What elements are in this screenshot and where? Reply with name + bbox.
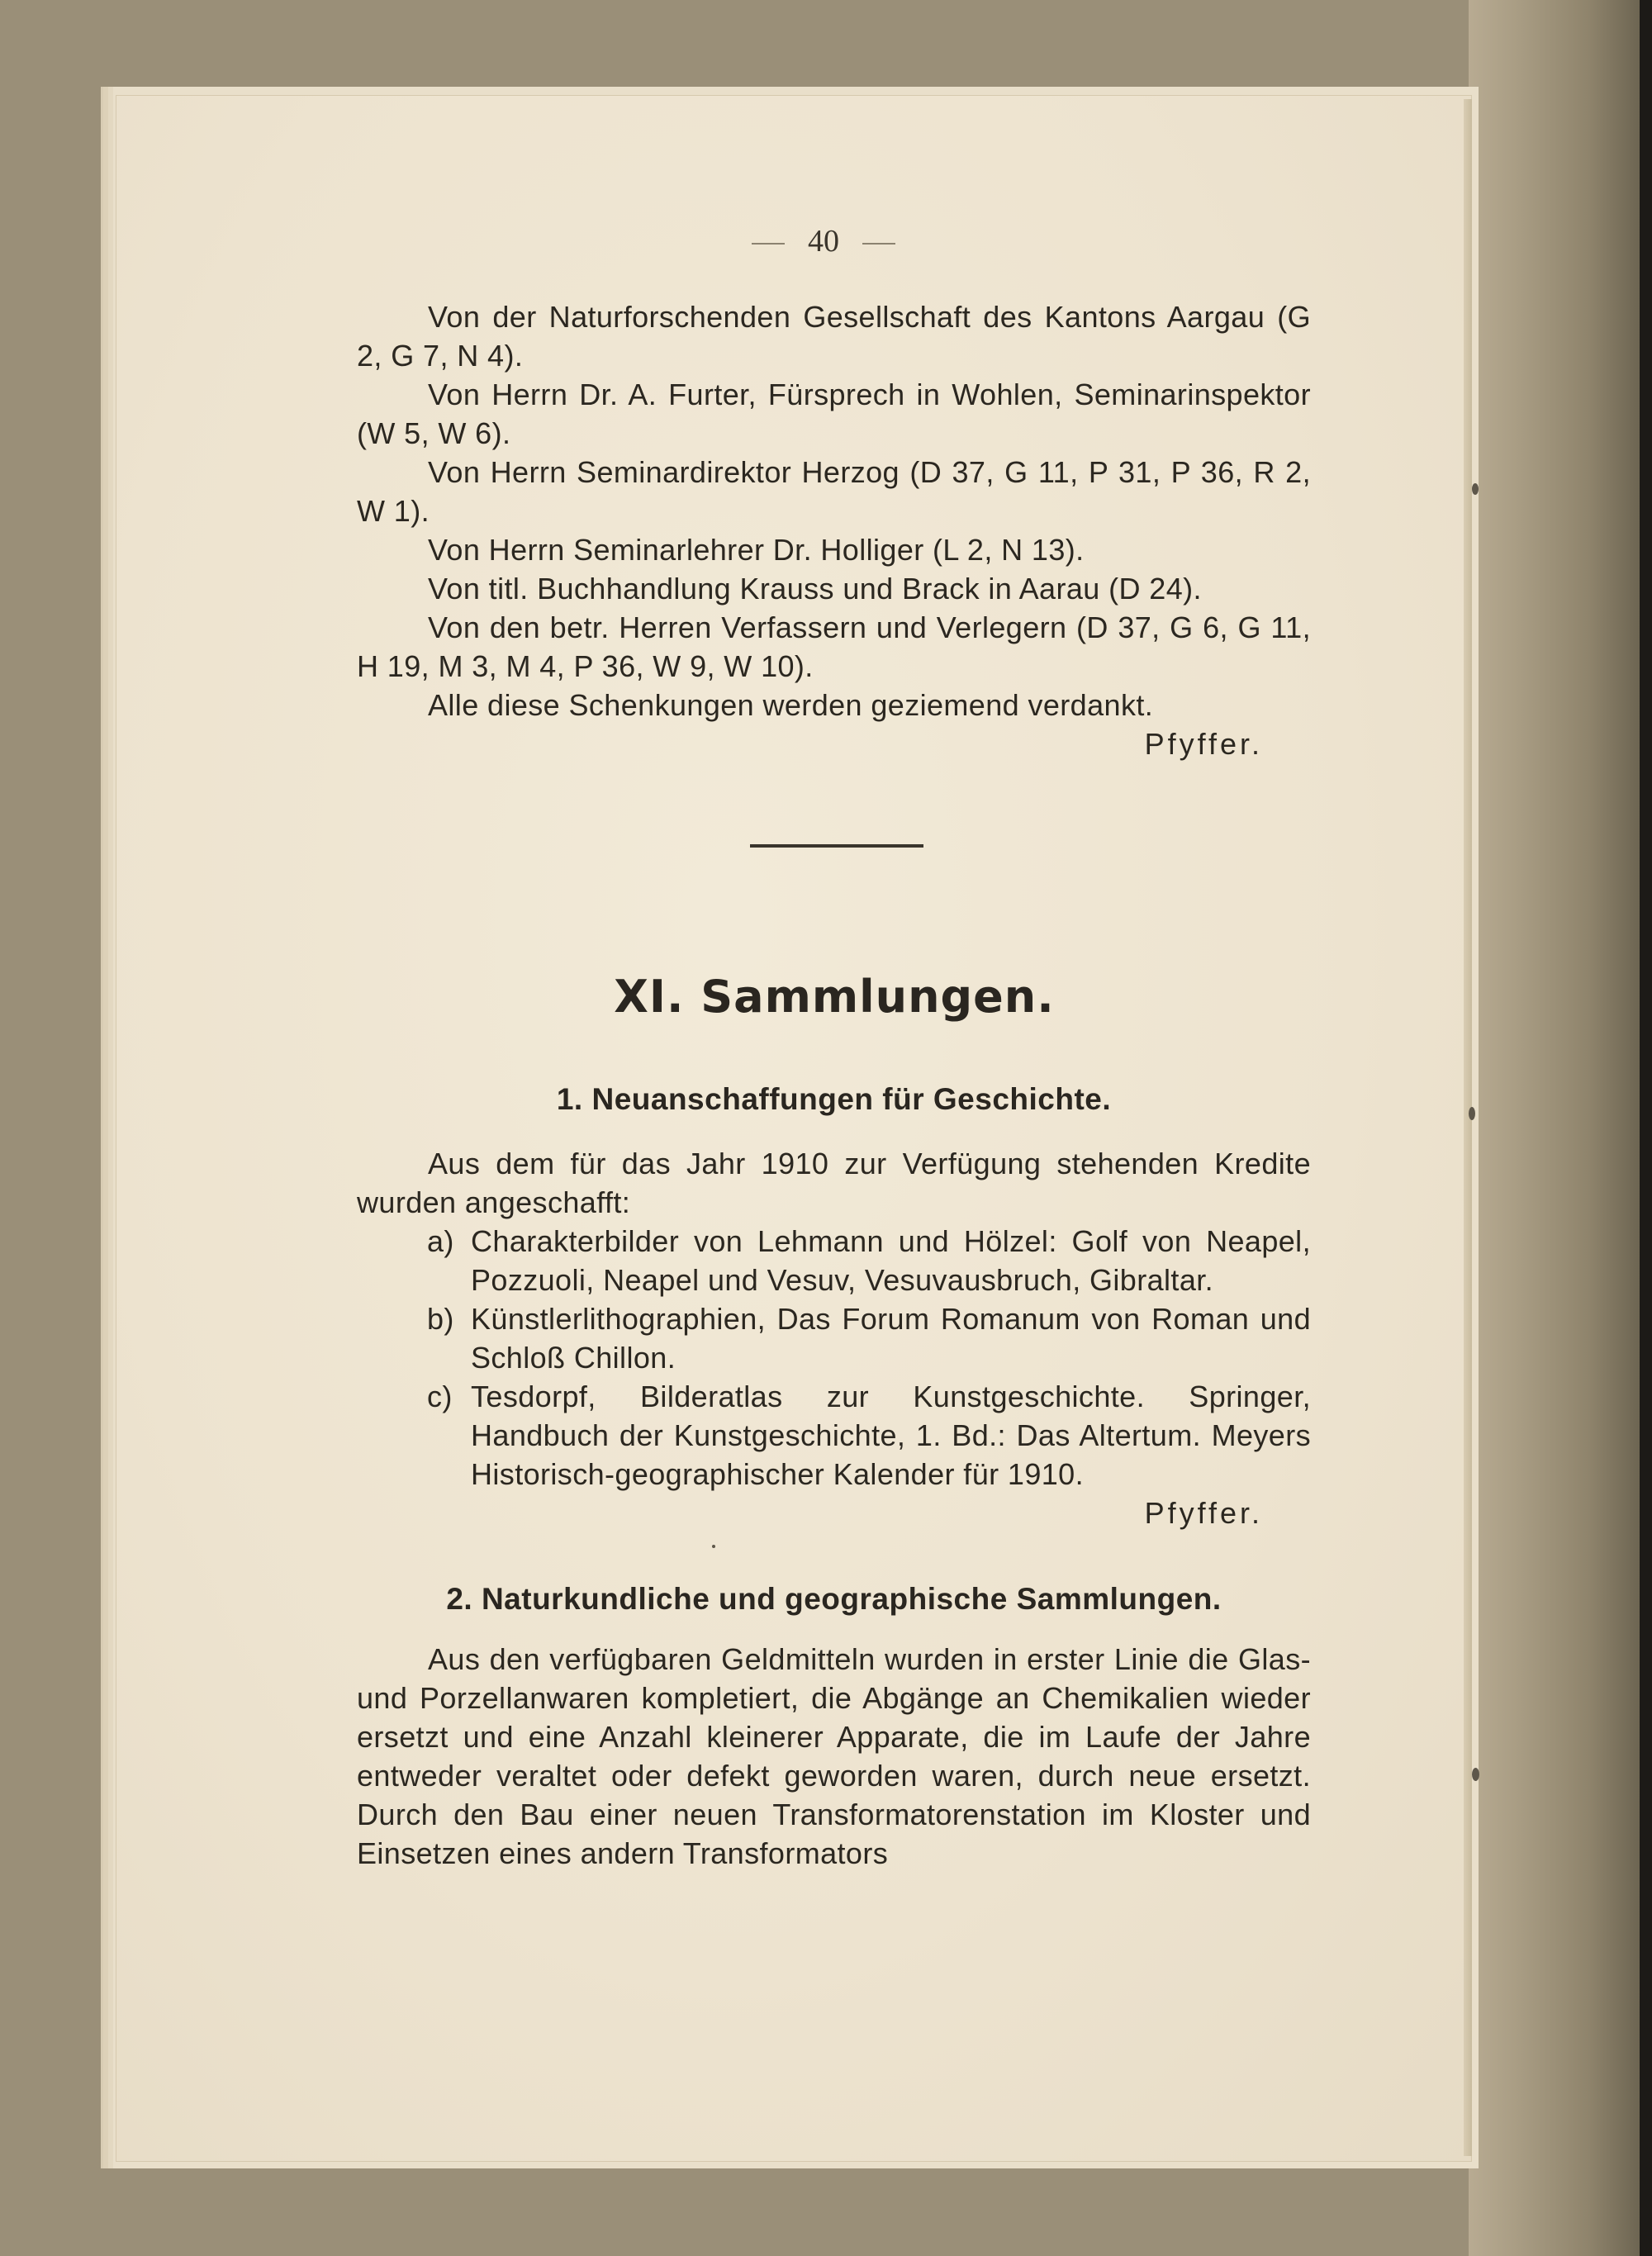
page-edge [1464, 99, 1472, 2156]
list-item [357, 1299, 1311, 1377]
book-binding [1469, 0, 1640, 2256]
donation-paragraph: Von Herrn Seminardirektor Herzog (D 37, G 11, P 31, P 36, R 2, W 1). [357, 455, 1311, 528]
signature: Pfyffer. [1144, 727, 1263, 761]
donation-paragraph: Von der Naturforschenden Gesellschaft des Kantons Aargau (G 2, G 7, N 4). [357, 300, 1311, 373]
list-marker: a) [427, 1224, 454, 1258]
scan-dark-edge [1640, 0, 1652, 2256]
page-number-dash-right [862, 243, 895, 245]
subsection-title-2: 2. Naturkundliche und geographische Sammlungen. [446, 1582, 1222, 1616]
subsection-2-text: Aus den verfügbaren Geldmitteln wurden in erster Linie die Glas- und Porzellanwaren kompletiert, die Abgänge an Chemikalien wieder ersetzt und eine Anzahl kleinerer Apparate, die im Laufe der Jahre entweder veraltet oder defekt geworden waren, durch neue ersetzt. Durch den Bau einer neuen Transformatorenstation im Kloster und Einsetzen eines andern Transformators [357, 1642, 1311, 1870]
subsection-2-body [357, 1640, 1311, 1873]
subsection-1-body [357, 1144, 1311, 1532]
subsection-title-1: 1. Neuanschaffungen für Geschichte. [556, 1082, 1112, 1116]
donation-paragraph: Von Herrn Seminarlehrer Dr. Holliger (L 2, N 13). [428, 533, 1085, 567]
scan-speck [712, 1545, 715, 1548]
signature: Pfyffer. [1144, 1496, 1263, 1530]
list-marker: c) [427, 1380, 453, 1413]
list-item [357, 1222, 1311, 1299]
list-marker: b) [427, 1302, 454, 1336]
donation-paragraph: Von titl. Buchhandlung Krauss und Brack in Aarau (D 24). [428, 572, 1202, 606]
section-divider [750, 844, 923, 848]
donation-closing: Alle diese Schenkungen werden geziemend verdankt. [428, 688, 1154, 722]
list-item-text: Charakterbilder von Lehmann und Hölzel: Golf von Neapel, Pozzuoli, Neapel und Vesuv, Vesuvausbruch, Gibraltar. [471, 1224, 1311, 1297]
page-number-dash-left [752, 243, 785, 245]
donations-section [357, 297, 1311, 763]
list-item-text: Künstlerlithographien, Das Forum Romanum von Roman und Schloß Chillon. [471, 1302, 1311, 1375]
page-number-header [752, 223, 895, 259]
scan-speck [1472, 1768, 1479, 1781]
section-title: XI. Sammlungen. [614, 971, 1055, 1023]
scan-speck [1472, 483, 1479, 495]
list-item-text: Tesdorpf, Bilderatlas zur Kunstgeschichte. Springer, Handbuch der Kunstgeschichte, 1. Bd.: Das Altertum. Meyers Historisch-geographischer Kalender für 1910. [471, 1380, 1311, 1491]
list-item [357, 1377, 1311, 1494]
donation-paragraph: Von Herrn Dr. A. Furter, Fürsprech in Wohlen, Seminarinspektor (W 5, W 6). [357, 378, 1311, 450]
donation-paragraph: Von den betr. Herren Verfassern und Verlegern (D 37, G 6, G 11, H 19, M 3, M 4, P 36, W 9, W 10). [357, 610, 1311, 683]
scan-speck [1469, 1107, 1475, 1120]
subsection-1-intro: Aus dem für das Jahr 1910 zur Verfügung stehenden Kredite wurden angeschafft: [357, 1147, 1311, 1219]
page-number: 40 [808, 224, 839, 259]
